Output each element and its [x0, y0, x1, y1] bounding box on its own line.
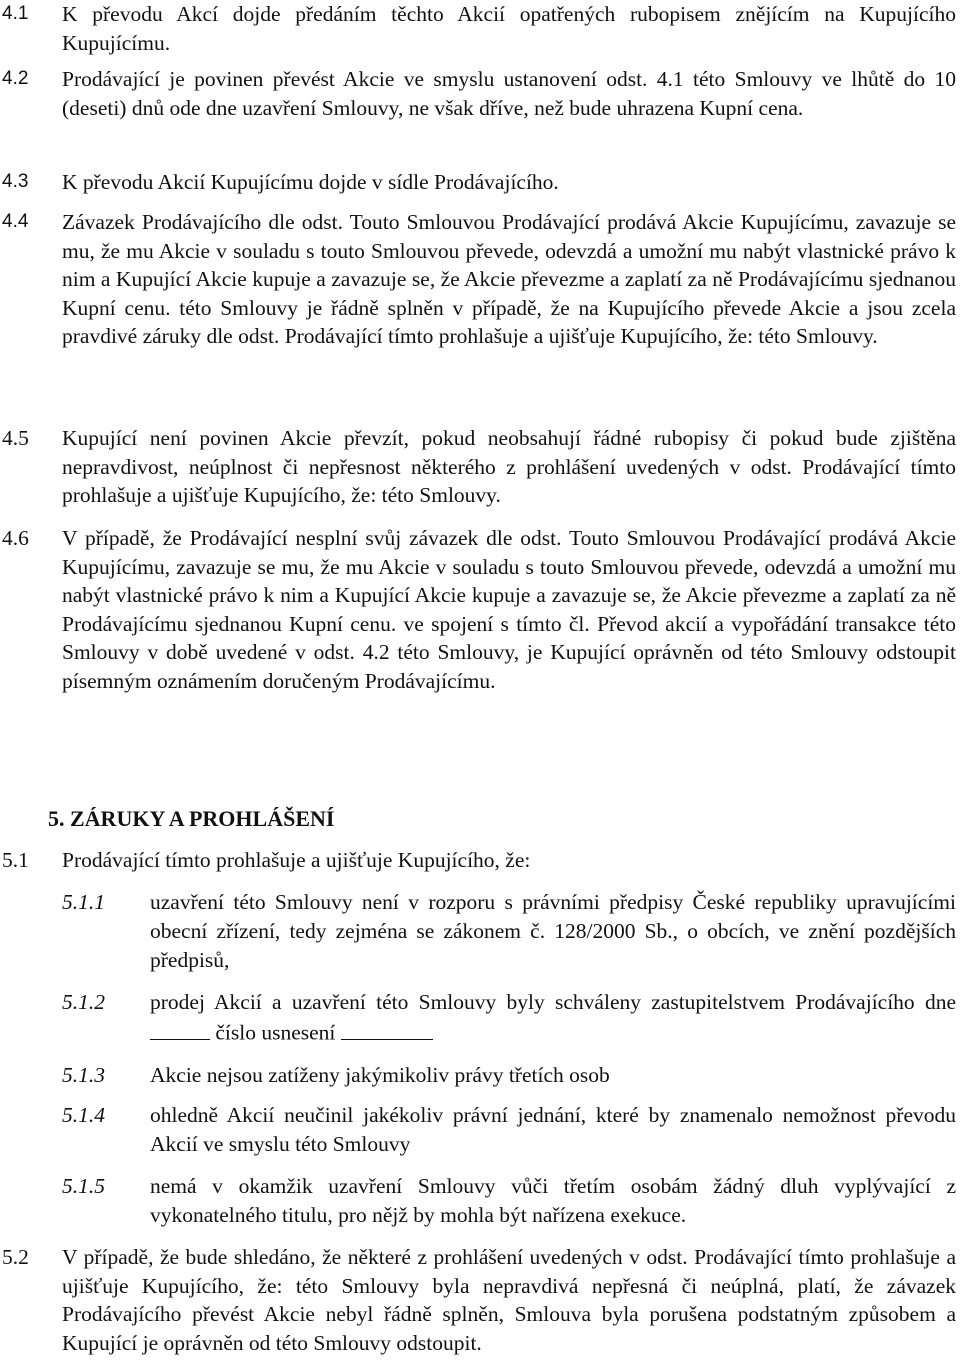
clause-text: Prodávající je povinen převést Akcie ve smyslu ustanovení odst. 4.1 této Smlouvy ve lhůtě do 10 (deseti) dnů ode dne uzavření Smlouvy, ne však dříve, než bude uhrazena Kupní cena.	[62, 67, 956, 120]
subclause-text: ohledně Akcií neučinil jakékoliv právní jednání, které by znamenalo nemožnost převodu Akcií ve smyslu této Smlouvy	[150, 1103, 956, 1156]
clause-4-2	[0, 65, 960, 122]
clause-text: Kupující není povinen Akcie převzít, pokud neobsahují řádné rubopisy či pokud bude zjištěna nepravdivost, neúplnost či nepřesnost některého z prohlášení uvedených v odst. Prodávající tímto prohlašuje a ujišťuje Kupujícího, že: této Smlouvy.	[62, 426, 956, 507]
subclause-number: 5.1.1	[62, 890, 105, 914]
clause-text: V případě, že Prodávající nesplní svůj závazek dle odst. Touto Smlouvou Prodávající prodává Akcie Kupujícímu, zavazuje se mu, že mu Akcie v souladu s touto Smlouvou převede, odevzdá a umožní mu nabýt vlastnické právo k nim a Kupující Akcie kupuje a zavazuje se, že Akcie převezme a zaplatí za ně Prodávajícímu sjednanou Kupní cenu. ve spojení s tímto čl. Převod akcií a vypořádání transakce této Smlouvy v době uvedené v odst. 4.2 této Smlouvy, je Kupující oprávněn od této Smlouvy odstoupit písemným oznámením doručeným Prodávajícímu.	[62, 526, 956, 693]
clause-text: Prodávající tímto prohlašuje a ujišťuje Kupujícího, že:	[62, 848, 531, 872]
resolution-number-blank-line	[341, 1017, 433, 1040]
clause-4-6	[0, 524, 960, 695]
subclause-number: 5.1.4	[62, 1103, 105, 1127]
subclause-text: uzavření této Smlouvy není v rozporu s právními předpisy České republiky upravujícími obecní zřízení, tedy zejména se zákonem č. 128/2000 Sb., o obcích, ve znění pozdějších předpisů,	[150, 890, 956, 972]
clause-number: 4.5	[2, 426, 29, 450]
clause-5-1	[0, 846, 960, 875]
subclause-5-1-4	[0, 1101, 960, 1159]
subclause-5-1-1	[0, 888, 960, 975]
clause-number: 4.3	[2, 171, 29, 192]
clause-number: 5.2	[2, 1245, 29, 1269]
subclause-text-part: prodej Akcií a uzavření této Smlouvy byly schváleny zastupitelstvem Prodávajícího dne	[150, 990, 956, 1014]
clause-4-5	[0, 424, 960, 510]
date-blank-line	[150, 1017, 210, 1040]
subclause-text: nemá v okamžik uzavření Smlouvy vůči třetím osobám žádný dluh vyplývající z vykonatelného titulu, pro nějž by mohla být nařízena exekuce.	[150, 1174, 956, 1227]
clause-4-4	[0, 208, 960, 351]
subclause-5-1-5	[0, 1172, 960, 1230]
clause-number: 4.4	[2, 211, 29, 232]
subclause-number: 5.1.3	[62, 1063, 105, 1087]
clause-4-3	[0, 168, 960, 197]
subclause-text-part: číslo usnesení	[215, 1020, 336, 1045]
clause-text: K převodu Akcií Kupujícímu dojde v sídle Prodávajícího.	[62, 170, 559, 194]
subclause-text: Akcie nejsou zatíženy jakýmikoliv právy třetích osob	[150, 1063, 610, 1087]
subclause-text	[150, 988, 956, 1048]
subclause-number: 5.1.5	[62, 1174, 105, 1198]
clause-number: 4.6	[2, 526, 29, 550]
clause-text: V případě, že bude shledáno, že některé z prohlášení uvedených v odst. Prodávající tímto prohlašuje a ujišťuje Kupujícího, že: této Smlouvy byla nepravdivá nepřesná či neúplná, platí, že závazek Prodávajícího převést Akcie nebyl řádně splněn, Smlouva byla porušena podstatným způsobem a Kupující je oprávněn od této Smlouvy odstoupit.	[62, 1245, 956, 1355]
subclause-number: 5.1.2	[62, 990, 105, 1014]
subclause-5-1-2	[0, 988, 960, 1048]
clause-4-1	[0, 0, 960, 57]
subclause-5-1-3	[0, 1061, 960, 1090]
clause-5-2	[0, 1243, 960, 1357]
clause-text: K převodu Akcí dojde předáním těchto Akcií opatřených rubopisem znějícím na Kupujícího Kupujícímu.	[62, 2, 956, 55]
section-heading: 5. ZÁRUKY A PROHLÁŠENÍ	[48, 806, 335, 831]
clause-number: 4.2	[2, 68, 29, 89]
clause-number: 5.1	[2, 848, 29, 872]
clause-text: Závazek Prodávajícího dle odst. Touto Smlouvou Prodávající prodává Akcie Kupujícímu, zavazuje se mu, že mu Akcie v souladu s touto Smlouvou převede, odevzdá a umožní mu nabýt vlastnické právo k nim a Kupující Akcie kupuje a zavazuje se, že Akcie převezme a zaplatí za ně Prodávajícímu sjednanou Kupní cenu. této Smlouvy je řádně splněn v případě, že na Kupujícího převede Akcie a jsou zcela pravdivé záruky dle odst. Prodávající tímto prohlašuje a ujišťuje Kupujícího, že: této Smlouvy.	[62, 210, 956, 348]
clause-number: 4.1	[2, 3, 29, 24]
